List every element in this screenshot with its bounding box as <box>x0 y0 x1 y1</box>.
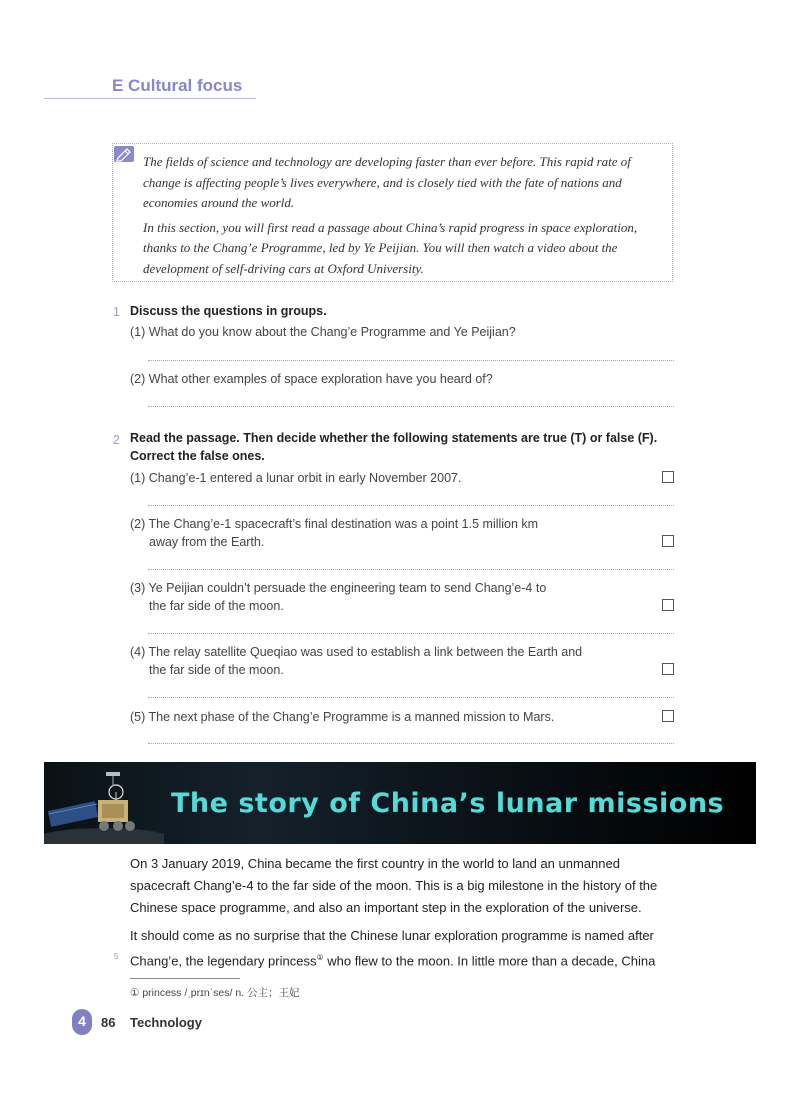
q1-item-1 <box>130 323 630 341</box>
question-2-title: Read the passage. Then decide whether the following statements are true (T) or false (F). Correct the false ones. <box>130 431 658 463</box>
true-false-checkbox[interactable] <box>662 535 674 547</box>
q1-item-1-num: (1) <box>130 325 146 339</box>
q2-item-2-text-cont: away from the Earth. <box>149 535 265 549</box>
answer-line[interactable] <box>148 743 674 744</box>
q2-item-5 <box>130 708 630 726</box>
true-false-checkbox[interactable] <box>662 710 674 722</box>
q2-item-1 <box>130 469 630 487</box>
q2-item-1-text: Chang’e-1 entered a lunar orbit in early November 2007. <box>148 471 462 485</box>
answer-line[interactable] <box>148 406 674 407</box>
q1-item-1-text: What do you know about the Chang’e Programme and Ye Peijian? <box>148 325 516 339</box>
question-1-title: Discuss the questions in groups. <box>130 304 327 318</box>
passage-paragraph-2-end: who flew to the moon. In little more than a decade, China <box>323 953 656 969</box>
q2-item-3-text: Ye Peijian couldn’t persuade the engineering team to send Chang’e-4 to <box>148 581 547 595</box>
question-1-number: 1 <box>113 305 120 319</box>
q2-item-1-num: (1) <box>130 471 146 485</box>
footnote: ① princess /ˌprɪnˈses/ n. 公主；王妃 <box>130 987 300 999</box>
q1-item-2-num: (2) <box>130 372 146 386</box>
answer-line[interactable] <box>148 633 674 634</box>
passage <box>130 853 678 978</box>
answer-line[interactable] <box>148 697 674 698</box>
footnote-marker[interactable]: ① <box>316 953 324 962</box>
intro-paragraph-2: In this section, you will first read a passage about China’s rapid progress in space exploration, thanks to the Chang’e Programme, led by Ye Peijian. You will then watch a video about the development of self-driving cars at Oxford University. <box>143 219 638 276</box>
q1-item-2-text: What other examples of space exploration have you heard of? <box>148 372 493 386</box>
answer-line[interactable] <box>148 360 674 361</box>
answer-line[interactable] <box>148 505 674 506</box>
q2-item-4 <box>130 643 650 679</box>
question-2-number: 2 <box>113 433 120 447</box>
q2-item-2-num: (2) <box>130 517 146 531</box>
q1-item-2 <box>130 370 630 388</box>
passage-paragraph-2-start: It should come as no surprise that the Chinese lunar exploration programme is named after Chang’e, the legendary princess <box>130 928 654 969</box>
lunar-rover-illustration <box>44 762 164 844</box>
pencil-icon <box>114 146 134 162</box>
passage-paragraph-2 <box>130 925 678 972</box>
line-number: 5 <box>114 952 119 961</box>
section-title: E Cultural focus <box>112 76 243 95</box>
passage-paragraph-1: On 3 January 2019, China became the first country in the world to land an unmanned spacecraft Chang’e-4 to the far side of the moon. This is a big milestone in the history of the Chinese space programme, and also an important step in the exploration of the universe. <box>130 856 658 915</box>
true-false-checkbox[interactable] <box>662 599 674 611</box>
q2-item-2 <box>130 515 630 551</box>
page-number: 86 <box>101 1015 116 1030</box>
true-false-checkbox[interactable] <box>662 663 674 675</box>
intro-paragraph-1: The fields of science and technology are developing faster than ever before. This rapid rate of change is affecting people’s lives everywhere, and is closely tied with the fate of nations and economies around the world. <box>143 154 631 210</box>
answer-line[interactable] <box>148 569 674 570</box>
q2-item-3-num: (3) <box>130 581 146 595</box>
q2-item-5-num: (5) <box>130 710 146 724</box>
q2-item-5-text: The next phase of the Chang’e Programme is a manned mission to Mars. <box>148 710 555 724</box>
story-banner <box>44 762 756 844</box>
banner-title: The story of China’s lunar missions <box>171 788 725 819</box>
q2-item-4-text: The relay satellite Queqiao was used to establish a link between the Earth and <box>148 645 583 659</box>
q2-item-4-num: (4) <box>130 645 146 659</box>
q2-item-3 <box>130 579 630 615</box>
unit-title: Technology <box>130 1015 202 1030</box>
q2-item-2-text: The Chang’e-1 spacecraft’s final destination was a point 1.5 million km <box>148 517 539 531</box>
q2-item-4-text-cont: the far side of the moon. <box>149 663 284 677</box>
intro-text <box>143 152 666 283</box>
unit-badge: 4 <box>72 1009 92 1035</box>
section-header <box>44 74 256 99</box>
true-false-checkbox[interactable] <box>662 471 674 483</box>
footnote-divider <box>130 978 240 979</box>
q2-item-3-text-cont: the far side of the moon. <box>149 599 284 613</box>
